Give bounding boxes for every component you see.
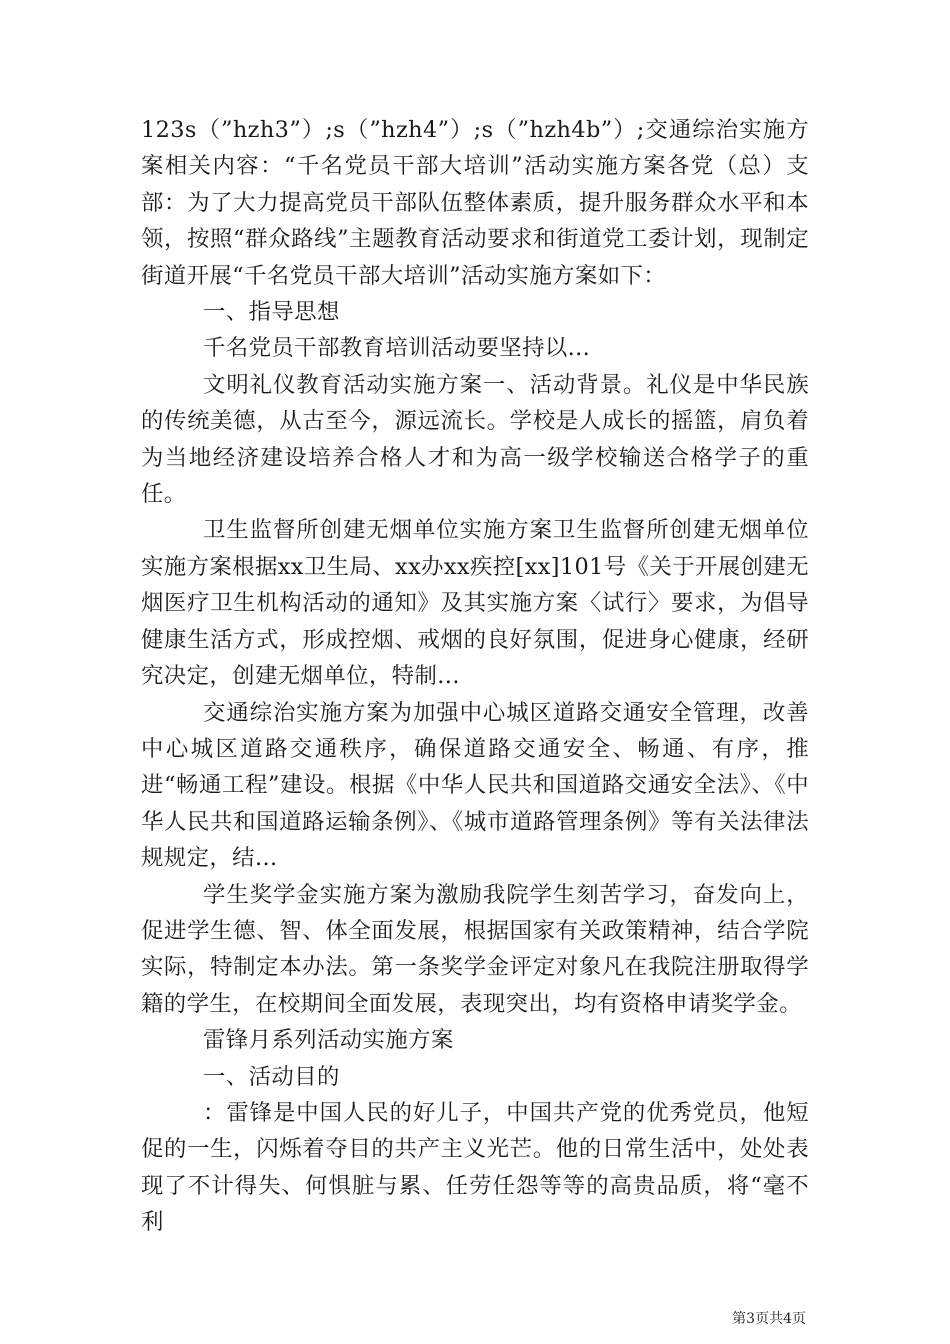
heading-guiding-thought: 一、指导思想 — [203, 299, 340, 326]
document-body — [141, 112, 809, 1241]
paragraph-intro: 123s（”hzh3”）;s（”hzh4”）;s（”hzh4b”）;交通综治实施方案相关内容：“千名党员干部大培训”活动实施方案各党（总）支部：为了大力提高党员干部队伍整体素质，提升服务群众水平和本领，按照“群众路线”主题教育活动要求和街道党工委计划，现制定街道开展“千名党员干部大培训”活动实施方案如下： — [141, 117, 809, 289]
heading-activity-purpose: 一、活动目的 — [203, 1063, 340, 1090]
paragraph-scholarship: 学生奖学金实施方案为激励我院学生刻苦学习，奋发向上，促进学生德、智、体全面发展，根据国家有关政策精神，结合学院实际，特制定本办法。第一条奖学金评定对象凡在我院注册取得学籍的学生，在校期间全面发展，表现突出，均有资格申请奖学金。 — [141, 881, 809, 1017]
paragraph-etiquette: 文明礼仪教育活动实施方案一、活动背景。礼仪是中华民族的传统美德，从古至今，源远流长。学校是人成长的摇篮，肩负着为当地经济建设培养合格人才和为高一级学校输送合格学子的重任。 — [141, 371, 809, 508]
paragraph-no-smoking: 卫生监督所创建无烟单位实施方案卫生监督所创建无烟单位实施方案根据xx卫生局、xx办xx疾控[xx]101号《关于开展创建无烟医疗卫生机构活动的通知》及其实施方案〈试行〉要求，为倡导健康生活方式，形成控烟、戒烟的良好氛围，促进身心健康，经研究决定，创建无烟单位，特制... — [141, 517, 809, 690]
paragraph-lei-feng: ：雷锋是中国人民的好儿子，中国共产党的优秀党员，他短促的一生，闪烁着夺目的共产主义光芒。他的日常生活中，处处表现了不计得失、何惧脏与累、任劳任怨等等的高贵品质，将“毫不利 — [141, 1099, 809, 1236]
page-number: 第3页共4页 — [732, 1311, 806, 1327]
paragraph-training: 千名党员干部教育培训活动要坚持以... — [203, 335, 591, 362]
heading-lei-feng: 雷锋月系列活动实施方案 — [203, 1027, 454, 1054]
paragraph-traffic: 交通综治实施方案为加强中心城区道路交通安全管理，改善中心城区道路交通秩序，确保道路交通安全、畅通、有序，推进“畅通工程”建设。根据《中华人民共和国道路交通安全法》、《中华人民共和国道路运输条例》、《城市道路管理条例》等有关法律法规规定，结... — [141, 699, 809, 872]
